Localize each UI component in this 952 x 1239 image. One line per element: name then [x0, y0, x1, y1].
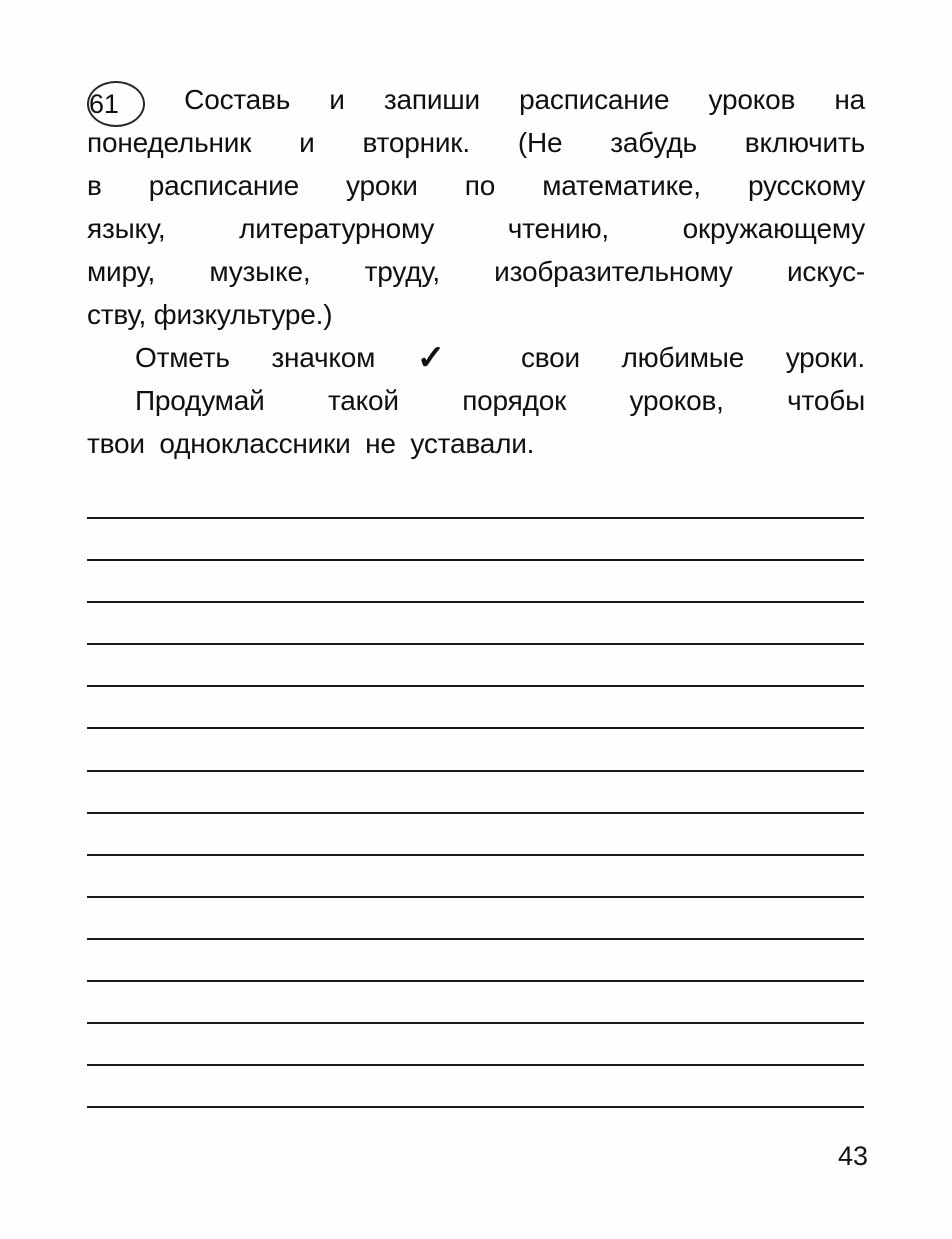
mark-task-line	[87, 336, 865, 379]
writing-line	[87, 1022, 864, 1024]
writing-line	[87, 727, 864, 729]
instruction-line-1	[87, 78, 865, 121]
writing-line	[87, 643, 864, 645]
writing-line	[87, 1106, 864, 1108]
exercise-number-badge: 61	[87, 81, 145, 127]
writing-line	[87, 980, 864, 982]
writing-line	[87, 812, 864, 814]
instruction-line-3: в расписание уроки по математике, русскому	[87, 170, 865, 201]
order-task-line-1: Продумай такой порядок уроков, чтобы	[135, 385, 865, 416]
instruction-line-5: миру, музыке, труду, изобразительному искус-	[87, 256, 865, 287]
mark-task-before-text: Отметь значком	[135, 342, 376, 373]
instruction-line-1-text: Составь и запиши расписание уроков на	[184, 84, 865, 115]
writing-line	[87, 601, 864, 603]
order-task-line-2: твои одноклассники не уставали.	[87, 428, 535, 459]
writing-line	[87, 559, 864, 561]
exercise-text-block	[87, 78, 865, 465]
mark-task-after-text: свои любимые уроки.	[520, 342, 865, 373]
instruction-line-4: языку, литературному чтению, окружающему	[87, 213, 865, 244]
writing-line	[87, 517, 864, 519]
instruction-line-6: ству, физкультуре.)	[87, 299, 333, 330]
writing-area	[87, 517, 864, 1148]
page-number: 43	[837, 1141, 868, 1171]
writing-line	[87, 770, 864, 772]
writing-line	[87, 1064, 864, 1066]
writing-line	[87, 685, 864, 687]
writing-line	[87, 896, 864, 898]
writing-line	[87, 938, 864, 940]
writing-line	[87, 854, 864, 856]
instruction-line-2: понедельник и вторник. (Не забудь включить	[87, 127, 865, 158]
checkmark-icon: ✓	[416, 339, 480, 377]
